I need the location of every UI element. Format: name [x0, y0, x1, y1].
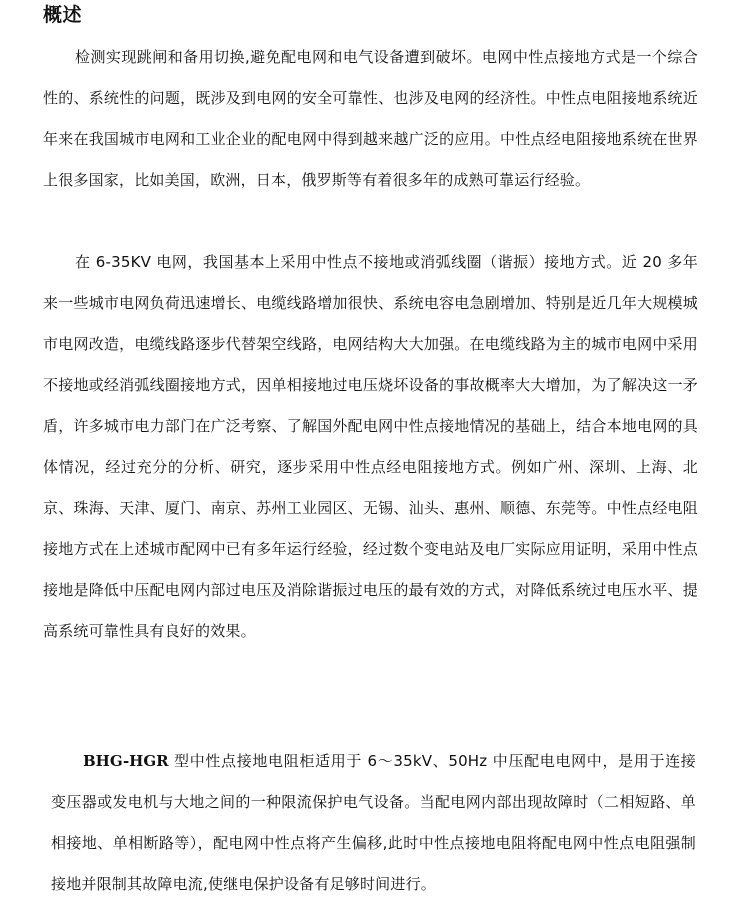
section-heading: 概述 [43, 4, 83, 26]
paragraph-product-description [51, 741, 696, 905]
paragraph-grounding-history: 在 6-35KV 电网，我国基本上采用中性点不接地或消弧线圈（谐振）接地方式。近 20 多年来一些城市电网负荷迅速增长、电缆线路增加很快、系统电容电急剧增加、特别是近几年大规模城市电网改造，电缆线路逐步代替架空线路，电网结构大大加强。在电缆线路为主的城市电网中采用不接地或经消弧线圈接地方式，因单相接地过电压烧坏设备的事故概率大大增加，为了解决这一矛盾，许多城市电力部门在广泛考察、了解国外配电网中性点接地情况的基础上，结合本地电网的具体情况，经过充分的分析、研究，逐步采用中性点经电阻接地方式。例如广州、深圳、上海、北京、珠海、天津、厦门、南京、苏州工业园区、无锡、汕头、惠州、顺德、东莞等。中性点经电阻接地方式在上述城市配网中已有多年运行经验，经过数个变电站及电厂实际应用证明，采用中性点接地是降低中压配电网内部过电压及消除谐振过电压的最有效的方式，对降低系统过电压水平、提高系统可靠性具有良好的效果。 [43, 253, 698, 640]
product-description-text: 型中性点接地电阻柜适用于 6～35kV、50Hz 中压配电电网中，是用于连接变压器或发电机与大地之间的一种限流保护电气设备。当配电网内部出现故障时（二相短路、单相接地、单相断路等），配电网中性点将产生偏移,此时中性点接地电阻将配电网中性点电阻强制接地并限制其故障电流,使继电保护设备有足够时间进行。 [51, 752, 696, 893]
paragraph-intro: 检测实现跳闸和备用切换,避免配电网和电气设备遭到破坏。电网中性点接地方式是一个综合性的、系统性的问题，既涉及到电网的安全可靠性、也涉及电网的经济性。中性点电阻接地系统近年来在我国城市电网和工业企业的配电网中得到越来越广泛的应用。中性点经电阻接地系统在世界上很多国家，比如美国，欧洲，日本，俄罗斯等有着很多年的成熟可靠运行经验。 [43, 48, 698, 189]
product-model-name: BHG-HGR [83, 752, 169, 770]
